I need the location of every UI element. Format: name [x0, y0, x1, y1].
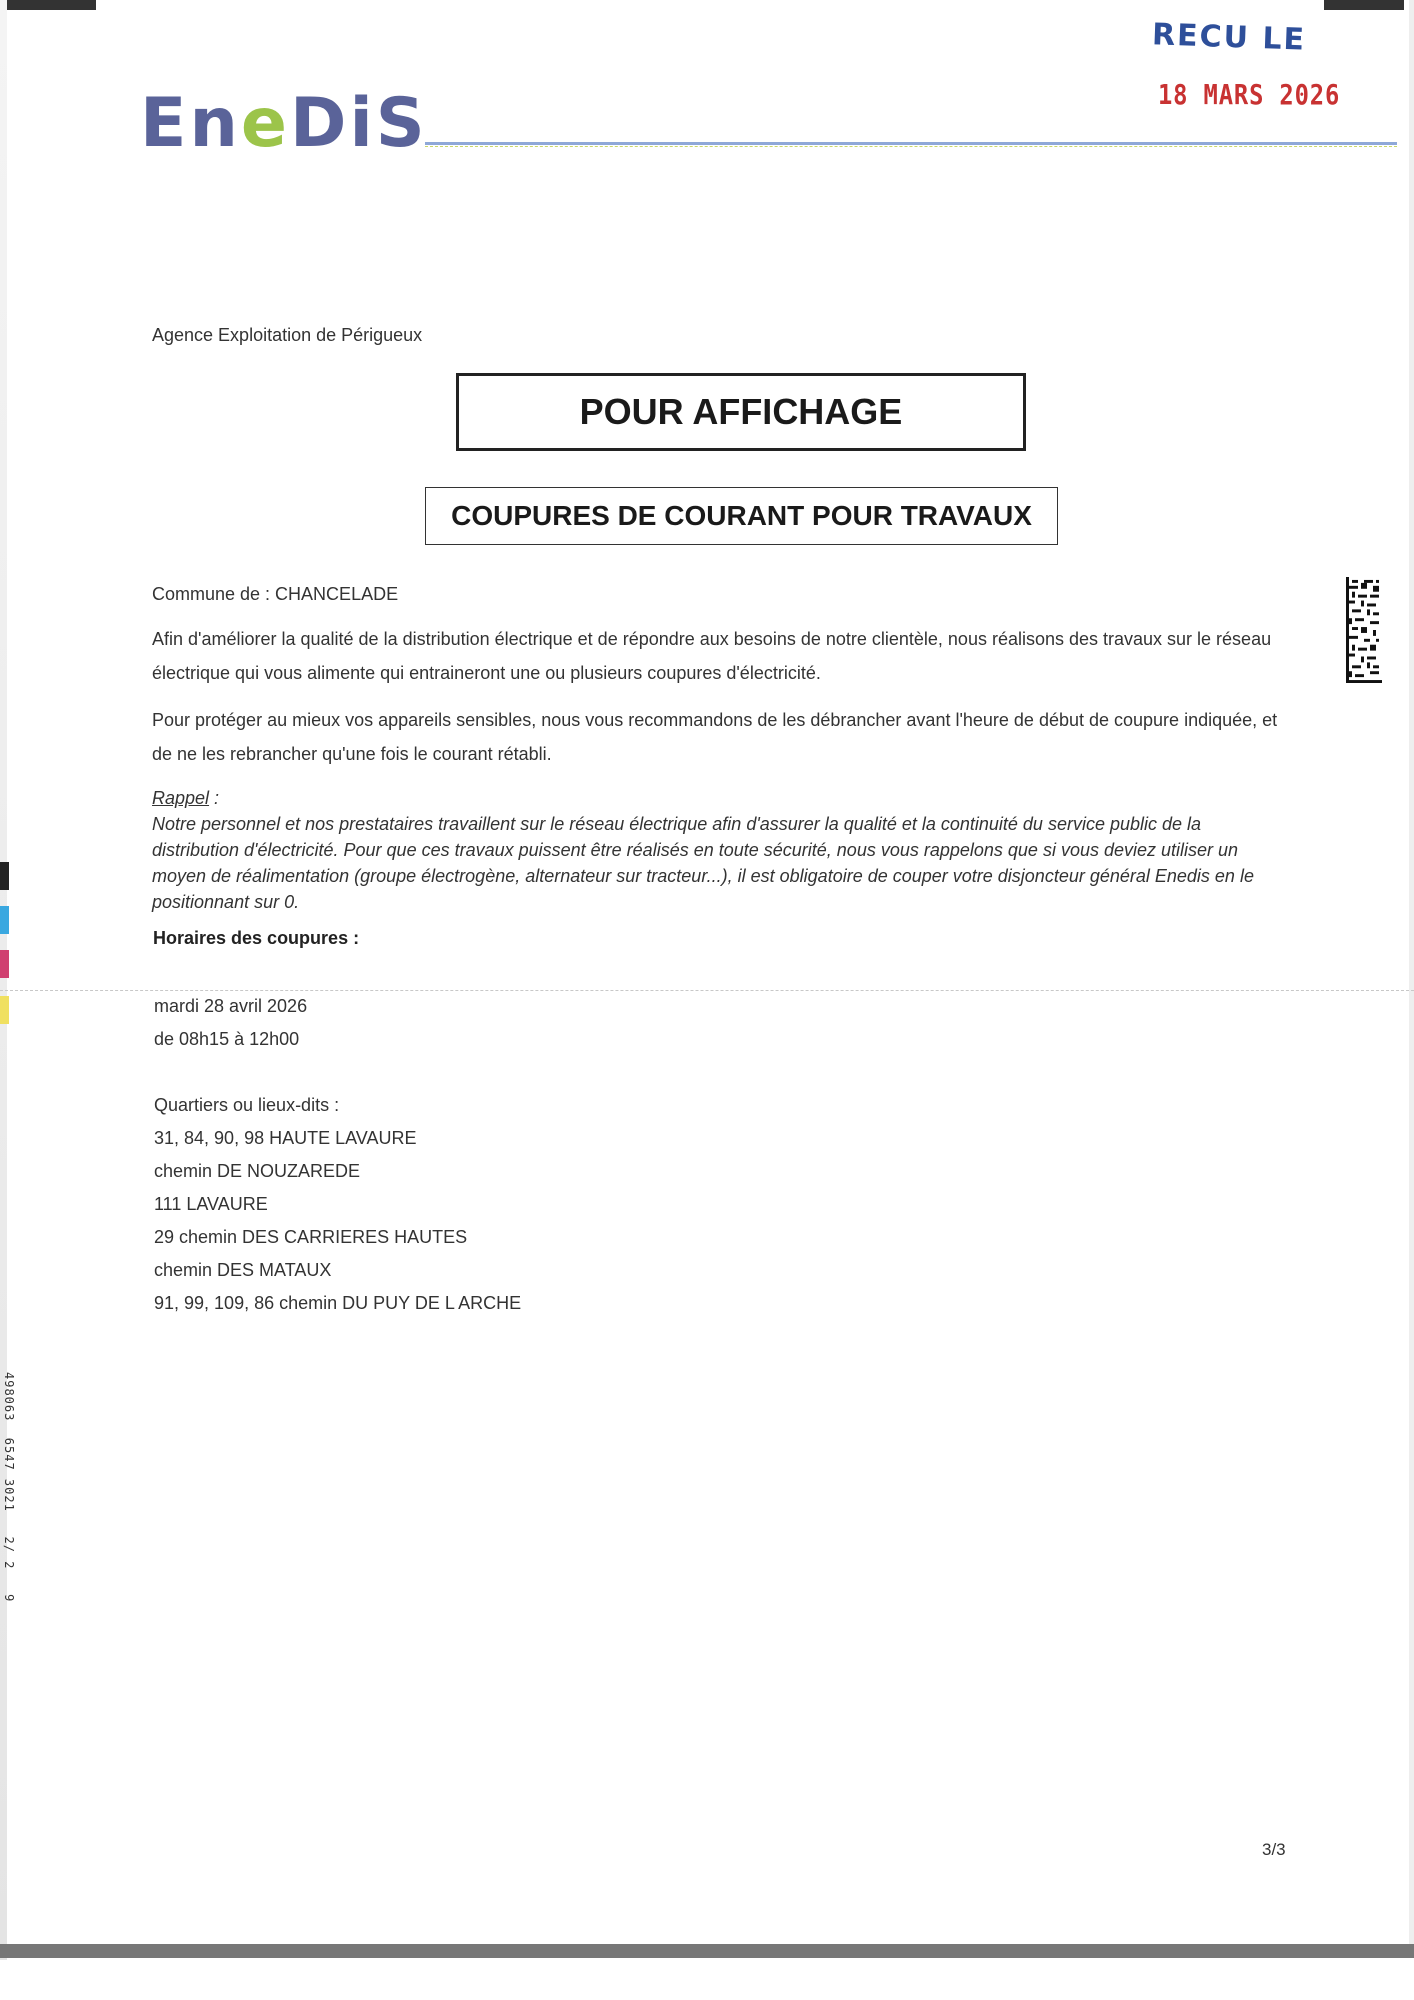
datamatrix-code: [1346, 577, 1382, 683]
color-mark-yellow: [0, 996, 9, 1024]
rappel-colon: :: [209, 788, 220, 808]
schedule-and-locations: [154, 990, 954, 1320]
received-stamp-label: RECU LE: [1151, 17, 1307, 58]
horaires-title: Horaires des coupures :: [153, 928, 360, 948]
scan-bottom-edge: [0, 1944, 1414, 1958]
scan-bar-top-left: [0, 0, 96, 10]
location-item: 29 chemin DES CARRIERES HAUTES: [154, 1227, 468, 1247]
logo-accent: e: [240, 84, 290, 163]
scan-edge-left: [0, 0, 7, 1960]
header-rule-accent: [425, 146, 1397, 147]
location-item: 91, 99, 109, 86 chemin DU PUY DE L ARCHE: [154, 1293, 522, 1313]
color-mark-cyan: [0, 906, 9, 934]
color-mark-black: [0, 862, 9, 890]
commune-line: Commune de : CHANCELADE: [152, 584, 399, 604]
location-item: chemin DES MATAUX: [154, 1260, 332, 1280]
location-item: 111 LAVAURE: [154, 1194, 268, 1214]
received-stamp-date: 18 MARS 2026: [1158, 78, 1341, 111]
agency-name: Agence Exploitation de Périgueux: [152, 325, 423, 345]
rappel-block: [152, 785, 1292, 915]
page-number: 3/3: [1262, 1840, 1286, 1859]
locations-title: Quartiers ou lieux-dits :: [154, 1095, 340, 1115]
rappel-title: Rappel: [152, 788, 210, 808]
pour-affichage-box: POUR AFFICHAGE: [456, 373, 1026, 451]
schedule-date: mardi 28 avril 2026: [154, 996, 308, 1016]
rappel-heading: [152, 785, 1292, 811]
header-rule: [425, 142, 1397, 145]
location-item: 31, 84, 90, 98 HAUTE LAVAURE: [154, 1128, 417, 1148]
side-reference-code: 498063 6547 3021 2/ 2 9: [2, 1372, 16, 1603]
logo-part1: En: [140, 84, 241, 163]
location-item: chemin DE NOUZAREDE: [154, 1161, 361, 1181]
rappel-text: Notre personnel et nos prestataires travaillent sur le réseau électrique afin d'assurer la qualité et la continuité du service public de la distribution d'électricité. Pour que ces travaux puissent être réalisés en toute sécurité, nous vous rappelons que si vous deviez utiliser un moyen de réalimentation (groupe électrogène, alternateur sur tracteur...), il est obligatoire de couper votre disjoncteur général Enedis en le positionnant sur 0.: [152, 814, 1254, 912]
coupures-box: COUPURES DE COURANT POUR TRAVAUX: [425, 487, 1058, 545]
logo-part2: DiS: [290, 84, 428, 163]
intro-paragraph: Afin d'améliorer la qualité de la distribution électrique et de répondre aux besoins de notre clientèle, nous réalisons des travaux sur le réseau électrique qui vous alimente qui entraineront une ou plusieurs coupures d'électricité.: [152, 629, 1272, 683]
enedis-logo: [140, 84, 428, 163]
scan-edge-right: [1409, 0, 1414, 1944]
color-mark-magenta: [0, 950, 9, 978]
schedule-time: de 08h15 à 12h00: [154, 1029, 300, 1049]
recommendation-paragraph: Pour protéger au mieux vos appareils sensibles, nous vous recommandons de les débrancher avant l'heure de début de coupure indiquée, et de ne les rebrancher qu'une fois le courant rétabli.: [152, 710, 1278, 764]
spacer: [154, 1056, 954, 1089]
scan-bar-top-right: [1324, 0, 1404, 10]
